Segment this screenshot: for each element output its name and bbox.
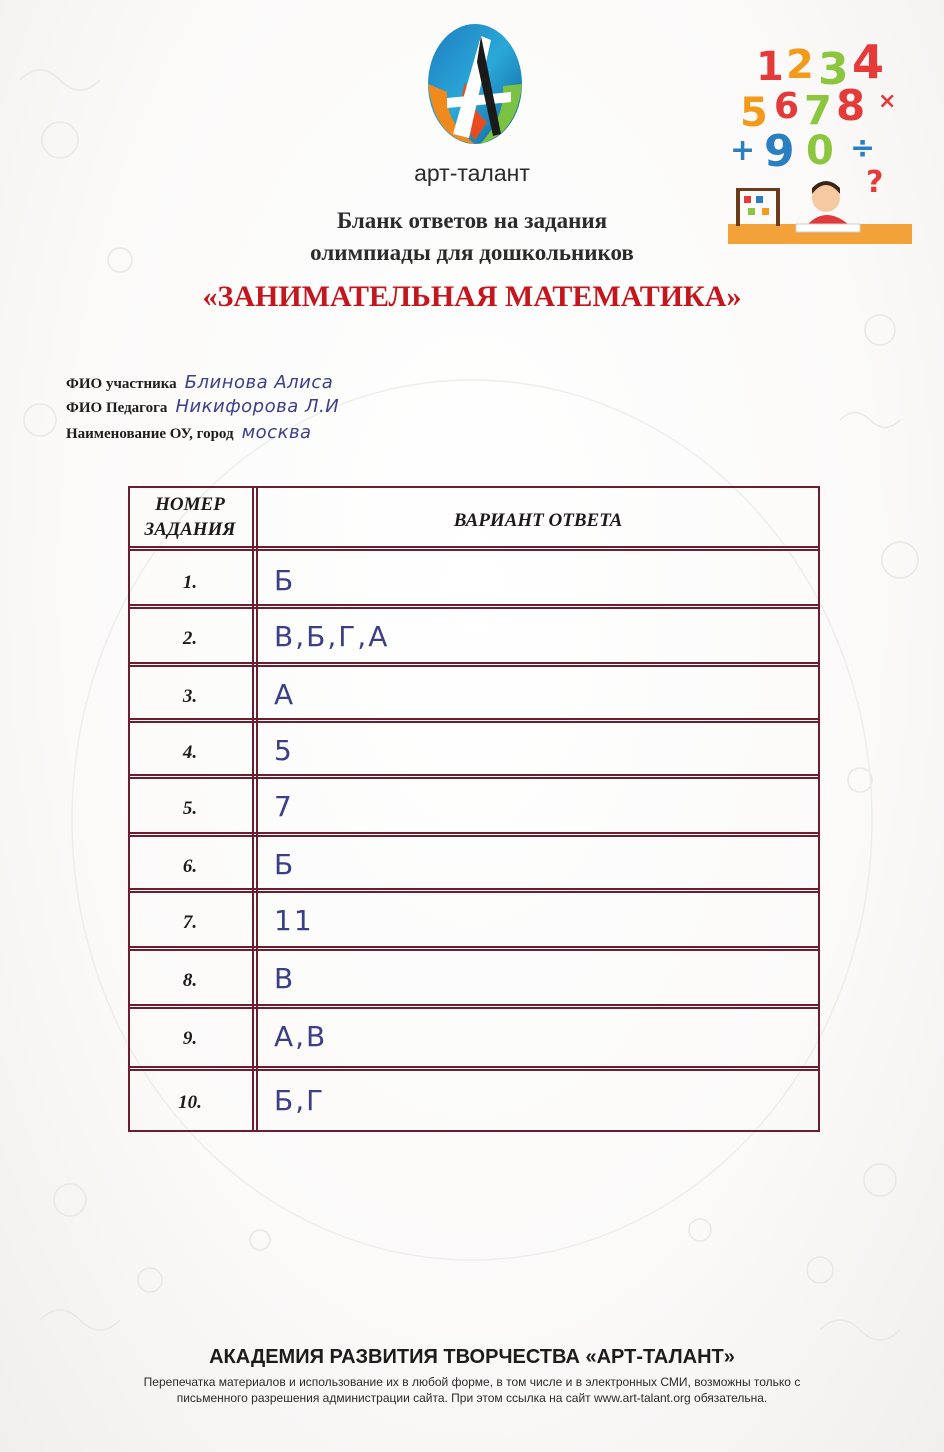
column-header-number-line-1: НОМЕР xyxy=(155,494,225,515)
column-header-number xyxy=(130,492,250,542)
task-number: 2. xyxy=(182,628,198,649)
deco-digit-6: 6 xyxy=(774,86,800,127)
deco-digit-0: 0 xyxy=(806,128,834,174)
task-answer: Б xyxy=(274,564,296,597)
deco-digit-9: 9 xyxy=(764,126,795,177)
deco-times: × xyxy=(878,89,897,114)
teacher-label: ФИО Педагога xyxy=(66,400,168,416)
row-divider xyxy=(128,1066,820,1071)
participant-label: ФИО участника xyxy=(66,376,177,392)
deco-question: ? xyxy=(866,165,884,200)
task-answer: Б xyxy=(274,848,296,881)
task-number: 8. xyxy=(182,970,198,991)
teacher-field xyxy=(66,396,339,417)
teacher-value: Никифорова Л.И xyxy=(175,396,340,417)
task-number: 4. xyxy=(182,742,198,763)
deco-digit-2: 2 xyxy=(786,42,814,88)
column-header-answer: ВАРИАНТ ОТВЕТА xyxy=(453,510,623,531)
task-answer: 11 xyxy=(274,904,314,937)
task-number: 10. xyxy=(178,1092,202,1113)
task-answer: Б,Г xyxy=(274,1084,326,1117)
row-divider xyxy=(128,774,820,779)
task-answer: В,Б,Г,А xyxy=(274,620,390,653)
task-number: 3. xyxy=(182,686,198,707)
answers-table xyxy=(128,486,820,1132)
row-divider xyxy=(128,1004,820,1009)
row-divider xyxy=(128,832,820,837)
task-answer: В xyxy=(274,962,296,995)
row-divider xyxy=(128,718,820,723)
row-divider xyxy=(128,604,820,609)
header-line-1: Бланк ответов на задания xyxy=(336,208,608,233)
art-talant-logo xyxy=(425,22,525,150)
task-number: 9. xyxy=(182,1028,198,1049)
footer-title: АКАДЕМИЯ РАЗВИТИЯ ТВОРЧЕСТВА «АРТ-ТАЛАНТ» xyxy=(209,1346,735,1368)
task-number: 5. xyxy=(182,798,198,819)
task-answer: 7 xyxy=(274,790,294,823)
footer-line-2: письменного разрешения администрации сайта. При этом ссылка на сайт www.art-talant.org обязательна. xyxy=(176,1391,768,1405)
brand-name: арт-талант xyxy=(414,160,530,186)
task-number: 6. xyxy=(182,856,198,877)
deco-divide: ÷ xyxy=(850,131,876,166)
deco-plus: + xyxy=(730,133,756,168)
footer-copyright-notice xyxy=(90,1374,854,1406)
row-divider xyxy=(128,946,820,951)
deco-digit-3: 3 xyxy=(818,44,849,95)
footer-line-1: Перепечатка материалов и использование их в любой форме, в том числе и в электронных СМИ, возможны только с xyxy=(143,1375,801,1389)
task-answer: 5 xyxy=(274,734,294,767)
header-line-2: олимпиады для дошкольников xyxy=(310,240,634,265)
table-column-divider xyxy=(252,486,254,1132)
row-divider xyxy=(128,662,820,667)
participant-field xyxy=(66,372,333,393)
olympiad-title: «ЗАНИМАТЕЛЬНАЯ МАТЕМАТИКА» xyxy=(202,280,742,313)
deco-digit-8: 8 xyxy=(836,81,866,130)
task-number: 7. xyxy=(182,912,198,933)
school-field xyxy=(66,422,312,443)
deco-digit-5: 5 xyxy=(740,90,768,136)
participant-value: Блинова Алиса xyxy=(184,372,334,393)
deco-digit-1: 1 xyxy=(756,44,784,90)
task-answer: А,В xyxy=(274,1020,328,1053)
deco-digit-7: 7 xyxy=(804,88,832,134)
row-divider xyxy=(128,888,820,893)
task-number: 1. xyxy=(182,572,198,593)
school-label: Наименование ОУ, город xyxy=(66,426,234,442)
column-header-number-line-2: ЗАДАНИЯ xyxy=(144,519,236,540)
task-answer: А xyxy=(274,678,296,711)
school-value: москва xyxy=(241,422,312,443)
deco-digit-4: 4 xyxy=(852,35,885,89)
row-divider xyxy=(128,546,820,551)
